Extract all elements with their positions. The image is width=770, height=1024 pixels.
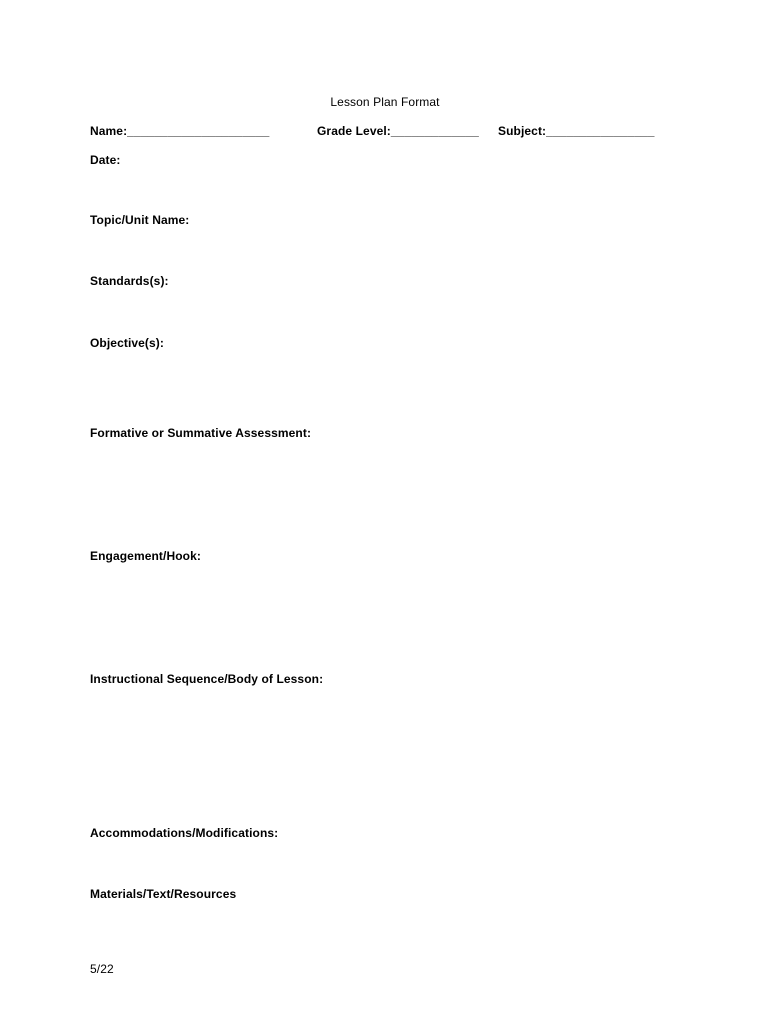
instructional-sequence-heading: Instructional Sequence/Body of Lesson:	[90, 672, 324, 686]
assessment-heading: Formative or Summative Assessment:	[90, 426, 312, 440]
standards-heading: Standards(s):	[90, 274, 169, 288]
document-title: Lesson Plan Format	[330, 95, 440, 109]
page-footer-date: 5/22	[90, 962, 114, 976]
topic-unit-heading: Topic/Unit Name:	[90, 213, 190, 227]
materials-heading: Materials/Text/Resources	[90, 887, 237, 901]
grade-level-field-label: Grade Level:_____________	[317, 124, 479, 138]
engagement-hook-heading: Engagement/Hook:	[90, 549, 201, 563]
subject-field-label: Subject:________________	[498, 124, 655, 138]
objectives-heading: Objective(s):	[90, 336, 164, 350]
name-field-label: Name:_____________________	[90, 124, 270, 138]
accommodations-heading: Accommodations/Modifications:	[90, 826, 279, 840]
date-field-label: Date:	[90, 153, 121, 167]
